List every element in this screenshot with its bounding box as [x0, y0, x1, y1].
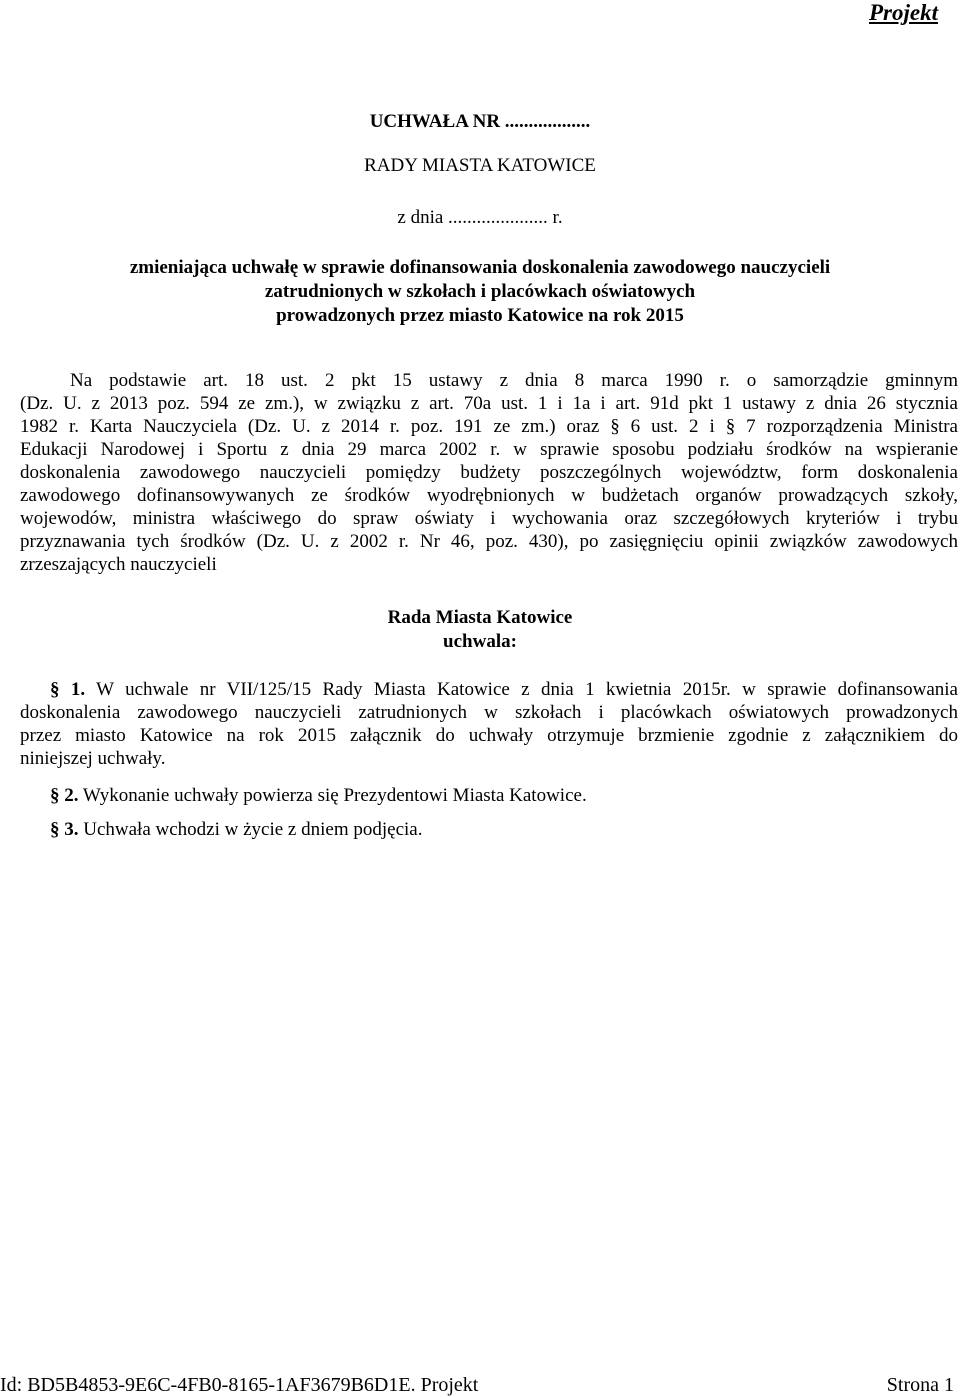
section-2 [50, 784, 950, 807]
section-1-text: W uchwale nr VII/125/15 Rady Miasta Katowice z dnia 1 kwietnia 2015r. w sprawie dofinansowania [96, 679, 958, 700]
resolution-date: z dnia ..................... r. [397, 207, 563, 228]
section-1-line: doskonalenia zawodowego nauczycieli zatrudnionych w szkołach i placówkach oświatowych prowadzonych [20, 702, 958, 723]
document-id: Id: BD5B4853-9E6C-4FB0-8165-1AF3679B6D1E. Projekt [0, 1374, 479, 1396]
resolution-subject [0, 256, 960, 328]
page-footer [0, 1374, 960, 1396]
subject-line: zatrudnionych w szkołach i placówkach oświatowych [264, 281, 696, 302]
council-heading: RADY MIASTA KATOWICE [364, 155, 596, 176]
preamble-line: zrzeszających nauczycieli [20, 554, 217, 575]
section-3 [50, 818, 950, 841]
council-verb: uchwala: [443, 631, 517, 652]
preamble-line: doskonalenia zawodowego nauczycieli pomiędzy budżety poszczególnych województw, form doskonalenia [20, 462, 958, 483]
page-number: Strona 1 [886, 1374, 954, 1396]
section-2-text: Wykonanie uchwały powierza się Prezydentowi Miasta Katowice. [82, 785, 587, 806]
section-1-line [20, 678, 958, 701]
preamble-line: Edukacji Narodowej i Sportu z dnia 29 marca 2002 r. w sprawie sposobu podziału środków na wspieranie [20, 439, 958, 460]
subject-line: zmieniająca uchwałę w sprawie dofinansowania doskonalenia zawodowego nauczycieli [129, 257, 831, 278]
preamble-line: wojewodów, ministra właściwego do spraw oświaty i wychowania oraz szczegółowych kryteriów i trybu [20, 508, 958, 529]
preamble-line: zawodowego dofinansowywanych ze środków wyodrębnionych w budżetach organów prowadzących szkoły, [20, 485, 958, 506]
preamble [20, 369, 958, 576]
section-3-text: Uchwała wchodzi w życie z dniem podjęcia. [83, 819, 423, 840]
preamble-line: (Dz. U. z 2013 poz. 594 ze zm.), w związku z art. 70a ust. 1 i 1a i art. 91d pkt 1 ustawy z dnia 26 stycznia [20, 393, 958, 414]
resolution-number: UCHWAŁA NR .................. [369, 111, 591, 132]
preamble-line: 1982 r. Karta Nauczyciela (Dz. U. z 2014 r. poz. 191 ze zm.) oraz § 6 ust. 2 i § 7 rozporządzenia Ministra [20, 416, 958, 437]
section-1-line: niniejszej uchwały. [20, 748, 166, 769]
projekt-label: Projekt [869, 0, 938, 25]
council-name: Rada Miasta Katowice [387, 607, 573, 628]
section-1-line: przez miasto Katowice na rok 2015 załącznik do uchwały otrzymuje brzmienie zgodnie z załącznikiem do [20, 725, 958, 746]
section-2-label: § 2. [50, 785, 79, 806]
section-3-label: § 3. [50, 819, 79, 840]
preamble-line: przyznawania tych środków (Dz. U. z 2002 r. Nr 46, poz. 430), po zasięgnięciu opinii związków zawodowych [20, 531, 958, 552]
preamble-line: Na podstawie art. 18 ust. 2 pkt 15 ustawy z dnia 8 marca 1990 r. o samorządzie gminnym [70, 370, 958, 391]
section-1 [20, 678, 958, 770]
section-1-label: § 1. [50, 679, 86, 700]
subject-line: prowadzonych przez miasto Katowice na rok 2015 [276, 305, 684, 326]
